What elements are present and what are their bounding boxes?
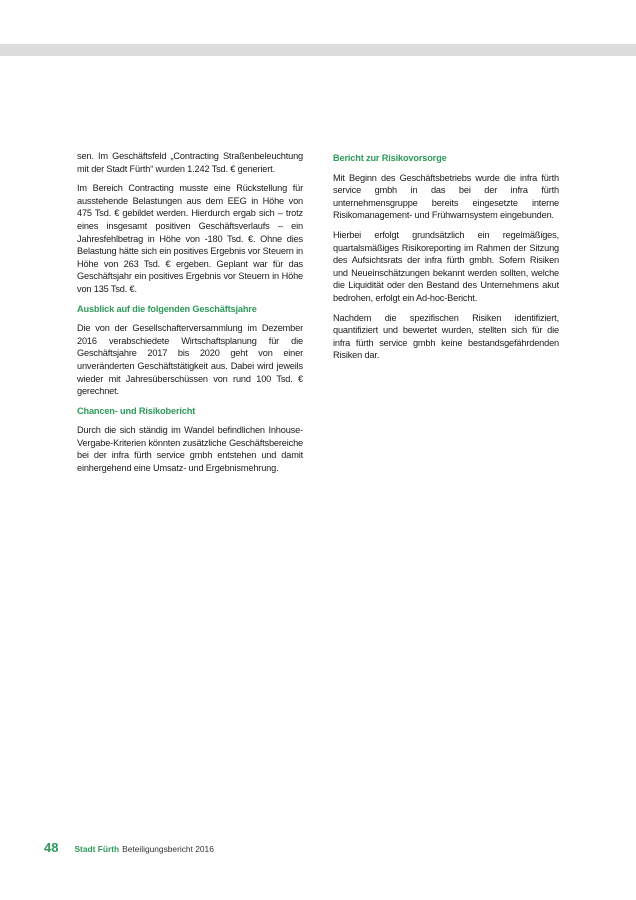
paragraph: Nachdem die spezifischen Risiken identifiziert, quantifiziert und bewertet wurden, stellten sich für die infra fürth service gmbh keine bestandsgefährdenden Risiken dar. xyxy=(333,312,559,361)
footer-report-title: Beteiligungsbericht 2016 xyxy=(122,844,214,854)
section-heading-outlook: Ausblick auf die folgenden Geschäftsjahre xyxy=(77,303,257,314)
page-footer xyxy=(44,840,214,855)
left-column xyxy=(77,150,303,482)
paragraph: Mit Beginn des Geschäftsbetriebs wurde die infra fürth service gmbh in das bei der infra fürth unternehmensgruppe bereits eingesetzte interne Risikomanagement- und Frühwarnsystem eingebunden. xyxy=(333,172,559,221)
paragraph: Durch die sich ständig im Wandel befindlichen Inhouse-Vergabe-Kriterien könnten zusätzliche Geschäftsbereiche bei der infra fürth service gmbh entstehen und damit einhergehend eine Umsatz- und Ergebnismehrung. xyxy=(77,425,303,474)
paragraph: Hierbei erfolgt grundsätzlich ein regelmäßiges, quartalsmäßiges Risikoreporting im Rahmen der Sitzung des Aufsichtsrats der infra fürth gmbh. Sofern Risiken und Neueinschätzungen bekannt werden sollten, welche die Liquidität oder den Bestand des Unternehmens akut bedrohen, erfolgt ein Ad-hoc-Bericht. xyxy=(333,229,559,303)
right-column xyxy=(333,152,559,369)
footer-organization: Stadt Fürth xyxy=(74,844,120,854)
paragraph: Im Bereich Contracting musste eine Rückstellung für ausstehende Belastungen aus dem EEG in Höhe von 475 Tsd. € gebildet werden. Hierdurch ergab sich – trotz eines insgesamt positiven Geschäftsverlaufs – ein Jahresfehlbetrag in Höhe von -180 Tsd. €. Ohne dies Belastung hätte sich ein positives Ergebnis vor Steuern in Höhe von 263 Tsd. € ergeben. Geplant war für das Geschäftsjahr ein positives Ergebnis vor Steuern in Höhe von 135 Tsd. €. xyxy=(77,183,303,294)
header-band xyxy=(0,44,636,56)
paragraph: sen. Im Geschäftsfeld „Contracting Straßenbeleuchtung mit der Stadt Fürth“ wurden 1.242 Tsd. € generiert. xyxy=(77,151,303,174)
section-heading-opportunities-risks: Chancen- und Risikobericht xyxy=(77,405,196,416)
section-heading-risk-provision: Bericht zur Risikovorsorge xyxy=(333,153,447,163)
page-number: 48 xyxy=(44,840,59,855)
paragraph: Die von der Gesellschafterversammlung im Dezember 2016 verabschiedete Wirtschaftsplanung für die Geschäftsjahre 2017 bis 2020 geht von einer unveränderten Geschäftstätigkeit aus. Dabei wird jeweils wieder mit Jahresüberschüssen von rund 100 Tsd. € gerechnet. xyxy=(77,323,303,397)
